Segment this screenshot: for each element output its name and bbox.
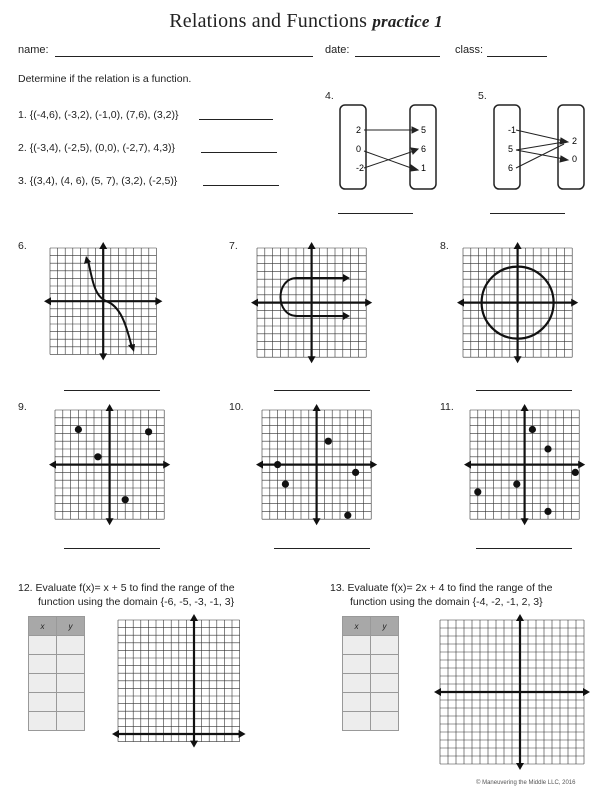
arrow-down-icon xyxy=(313,518,321,525)
problem-12 xyxy=(18,582,235,594)
table-cell[interactable] xyxy=(57,636,85,655)
arrow-right-icon xyxy=(370,461,377,469)
data-point xyxy=(122,496,129,503)
arrowhead-icon xyxy=(560,138,568,144)
instruction-text: Determine if the relation is a function. xyxy=(18,73,192,85)
arrow-down-icon xyxy=(521,518,529,525)
graph-12[interactable] xyxy=(118,620,260,746)
answer-line-10[interactable] xyxy=(274,548,370,549)
mapping-diagram-5 xyxy=(494,105,604,195)
problem-7-number: 7. xyxy=(229,240,238,252)
problem-11-number: 11. xyxy=(440,401,454,413)
problem-13-line2: function using the domain {-4, -2, -1, 2, 3} xyxy=(350,596,543,608)
domain-value: 2 xyxy=(356,125,362,135)
domain-value: -2 xyxy=(356,163,365,173)
arrow-left-icon xyxy=(464,461,471,469)
table-cell[interactable] xyxy=(29,712,57,731)
xy-table-12 xyxy=(28,616,85,731)
arrow-down-icon xyxy=(128,344,135,352)
y-header: y xyxy=(371,617,399,636)
x-header: x xyxy=(29,617,57,636)
arrow-down-icon xyxy=(308,356,316,363)
arrow-down-icon xyxy=(106,518,114,525)
domain-value: -1 xyxy=(508,125,517,135)
problem-number: 1. xyxy=(18,109,27,121)
footer-copyright: © Maneuvering the Middle LLC, 2016 xyxy=(476,780,576,786)
mapping-diagram-4 xyxy=(340,105,450,195)
arrow-down-icon xyxy=(514,356,522,363)
table-cell[interactable] xyxy=(371,655,399,674)
function-curve xyxy=(88,260,132,348)
class-field[interactable] xyxy=(487,56,547,57)
table-cell[interactable] xyxy=(29,636,57,655)
problem-5-number: 5. xyxy=(478,90,487,102)
table-cell[interactable] xyxy=(371,674,399,693)
problem-number: 13. xyxy=(330,582,345,594)
mapping-arrow xyxy=(516,142,564,150)
data-point xyxy=(344,512,351,519)
answer-line-6[interactable] xyxy=(64,390,160,391)
xy-table-13 xyxy=(342,616,399,731)
arrowhead-icon xyxy=(560,156,568,162)
arrow-right-icon xyxy=(155,297,162,305)
graph-13[interactable] xyxy=(440,620,588,746)
arrow-up-icon xyxy=(308,242,316,249)
date-field[interactable] xyxy=(355,56,440,57)
table-cell[interactable] xyxy=(57,674,85,693)
arrow-left-icon xyxy=(434,688,441,696)
range-value: 6 xyxy=(421,144,427,154)
arrowhead-icon xyxy=(412,127,418,133)
problem-number: 2. xyxy=(18,142,27,154)
arrow-up-icon xyxy=(313,404,321,411)
table-cell[interactable] xyxy=(371,712,399,731)
domain-oval xyxy=(340,105,366,189)
arrow-down-icon xyxy=(516,763,524,770)
table-cell[interactable] xyxy=(57,655,85,674)
data-point xyxy=(352,469,359,476)
arrow-right-icon xyxy=(239,730,246,738)
arrow-right-icon xyxy=(163,461,170,469)
domain-value: 0 xyxy=(356,144,362,154)
domain-oval xyxy=(494,105,520,189)
arrow-left-icon xyxy=(251,299,258,307)
table-cell[interactable] xyxy=(371,636,399,655)
arrow-right-icon xyxy=(343,312,350,320)
table-cell[interactable] xyxy=(343,674,371,693)
arrow-right-icon xyxy=(343,274,350,282)
arrow-left-icon xyxy=(256,461,263,469)
data-point xyxy=(474,488,481,495)
data-point xyxy=(572,469,579,476)
table-cell[interactable] xyxy=(57,693,85,712)
domain-value: 6 xyxy=(508,163,514,173)
arrow-left-icon xyxy=(44,297,51,305)
problem-text: {(-4,6), (-3,2), (-1,0), (7,6), (3,2)} xyxy=(29,109,179,121)
answer-line-7[interactable] xyxy=(274,390,370,391)
table-cell[interactable] xyxy=(29,693,57,712)
data-point xyxy=(282,481,289,488)
range-value: 0 xyxy=(572,154,578,164)
data-point xyxy=(544,445,551,452)
arrow-up-icon xyxy=(190,614,198,621)
problem-text-line1: Evaluate f(x)= x + 5 to find the range of the xyxy=(35,582,235,594)
problem-12-line2: function using the domain {-6, -5, -3, -1, 3} xyxy=(38,596,235,608)
grid-lines xyxy=(118,620,240,742)
arrowhead-icon xyxy=(410,165,418,171)
arrow-left-icon xyxy=(457,299,464,307)
problem-number: 12. xyxy=(18,582,33,594)
problem-4-number: 4. xyxy=(325,90,334,102)
mapping-arrow xyxy=(516,144,564,168)
date-label: date: xyxy=(325,44,350,56)
title-main: Relations and Functions xyxy=(169,10,368,32)
graph-6 xyxy=(50,248,166,356)
problem-10-number: 10. xyxy=(229,401,244,413)
arrow-right-icon xyxy=(583,688,590,696)
problem-6-number: 6. xyxy=(18,240,27,252)
table-cell[interactable] xyxy=(343,693,371,712)
arrow-up-icon xyxy=(521,404,529,411)
arrow-left-icon xyxy=(49,461,56,469)
answer-line-5[interactable] xyxy=(490,213,565,214)
problem-8-number: 8. xyxy=(440,240,449,252)
graph-10 xyxy=(262,410,382,518)
answer-line-11[interactable] xyxy=(476,548,572,549)
mapping-arrow xyxy=(516,130,564,141)
answer-line-3[interactable] xyxy=(203,185,279,186)
problem-number: 3. xyxy=(18,175,27,187)
page-title xyxy=(0,10,612,33)
problem-2 xyxy=(18,142,175,154)
arrow-left-icon xyxy=(112,730,119,738)
mapping-arrow xyxy=(516,150,564,159)
problem-text: {(-3,4), (-2,5), (0,0), (-2,7), 4,3)} xyxy=(29,142,175,154)
graph-9 xyxy=(55,410,175,518)
table-cell[interactable] xyxy=(57,712,85,731)
graph-11 xyxy=(470,410,590,518)
name-label: name: xyxy=(18,44,49,56)
range-value: 1 xyxy=(421,163,427,173)
data-point xyxy=(544,508,551,515)
arrow-right-icon xyxy=(578,461,585,469)
arrow-down-icon xyxy=(99,353,107,360)
domain-value: 5 xyxy=(508,144,514,154)
data-point xyxy=(274,461,281,468)
table-cell[interactable] xyxy=(343,636,371,655)
range-value: 2 xyxy=(572,136,578,146)
title-sub: practice 1 xyxy=(372,12,443,31)
data-point xyxy=(325,438,332,445)
y-header: y xyxy=(57,617,85,636)
table-cell[interactable] xyxy=(371,693,399,712)
answer-line-4[interactable] xyxy=(338,213,413,214)
answer-line-1[interactable] xyxy=(199,119,273,120)
arrow-right-icon xyxy=(571,299,578,307)
graph-7 xyxy=(257,248,375,356)
problem-3 xyxy=(18,175,177,187)
answer-line-2[interactable] xyxy=(201,152,277,153)
problem-1 xyxy=(18,109,178,121)
data-point xyxy=(94,453,101,460)
data-point xyxy=(529,426,536,433)
arrow-up-icon xyxy=(516,614,524,621)
problem-text: {(3,4), (4, 6), (5, 7), (3,2), (-2,5)} xyxy=(29,175,178,187)
arrow-right-icon xyxy=(365,299,372,307)
class-label: class: xyxy=(455,44,484,56)
table-cell[interactable] xyxy=(29,655,57,674)
arrowhead-icon xyxy=(411,148,418,154)
arrow-up-icon xyxy=(84,256,91,264)
table-cell[interactable] xyxy=(343,712,371,731)
range-value: 5 xyxy=(421,125,427,135)
data-point xyxy=(513,481,520,488)
arrow-up-icon xyxy=(99,242,107,249)
answer-line-9[interactable] xyxy=(64,548,160,549)
arrow-down-icon xyxy=(190,741,198,748)
data-point xyxy=(145,428,152,435)
arrow-up-icon xyxy=(106,404,114,411)
arrow-up-icon xyxy=(514,242,522,249)
range-oval xyxy=(558,105,584,189)
table-cell[interactable] xyxy=(29,674,57,693)
answer-line-8[interactable] xyxy=(476,390,572,391)
x-header: x xyxy=(343,617,371,636)
table-cell[interactable] xyxy=(343,655,371,674)
problem-9-number: 9. xyxy=(18,401,27,413)
problem-13 xyxy=(330,582,552,594)
name-field[interactable] xyxy=(55,56,313,57)
data-point xyxy=(75,426,82,433)
problem-text-line1: Evaluate f(x)= 2x + 4 to find the range of the xyxy=(347,582,553,594)
graph-8 xyxy=(463,248,581,356)
